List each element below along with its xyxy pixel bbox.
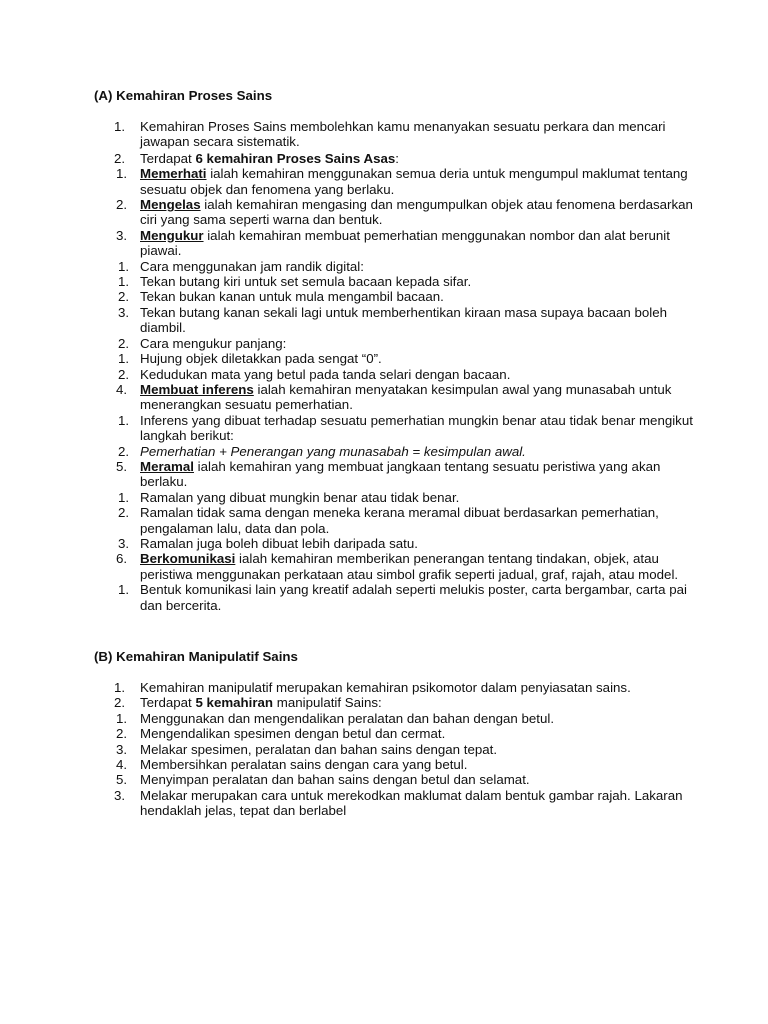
- step-list: [118, 351, 700, 382]
- skills-list: [116, 166, 700, 613]
- list-item: 4. Membersihkan peralatan sains dengan cara yang betul.: [116, 757, 468, 773]
- list-item: 2. Tekan bukan kanan untuk mula mengambil bacaan.: [118, 289, 444, 305]
- list-item: 1. Ramalan yang dibuat mungkin benar atau tidak benar.: [118, 489, 460, 505]
- list-item: 2. Cara mengukur panjang: 1. Hujung objek diletakkan pada sengat “0”. 2. Kedudukan mata yang betul pada tanda selari dengan bacaan.: [140, 336, 700, 382]
- skill-mengelas: 2. Mengelas ialah kemahiran mengasing dan mengumpulkan objek atau fenomena berdasarkan ciri yang sama seperti warna dan bentuk.: [116, 197, 693, 228]
- list-item: 3. Ramalan juga boleh dibuat lebih daripada satu.: [118, 535, 418, 551]
- list-item: 5. Menyimpan peralatan dan bahan sains dengan betul dan selamat.: [116, 772, 530, 788]
- list-item: 1. Cara menggunakan jam randik digital: 1. Tekan butang kiri untuk set semula bacaan kepada sifar. 2. Tekan bukan kanan untuk mula mengambil bacaan. 3. Tekan butang kanan sekali lagi untuk memberhentikan kiraan masa supaya bacaan boleh diambil.: [140, 259, 700, 336]
- list-item: 3. Tekan butang kanan sekali lagi untuk memberhentikan kiraan masa supaya bacaan boleh diambil.: [118, 304, 668, 336]
- list-item: 2. Pemerhatian + Penerangan yang munasabah = kesimpulan awal.: [118, 443, 526, 459]
- mengukur-sublist: [118, 258, 700, 382]
- skill-mengukur: 3. Mengukur ialah kemahiran membuat pemerhatian menggunakan nombor dan alat berunit piawai. 1. Cara menggunakan jam randik digital: 1. Tekan butang kiri untuk set semula bacaan kepada sifar. 2. Tekan bukan kanan untuk mula mengambil bacaan. 3. Tekan butang kanan sekali lagi untuk memberhentikan kiraan masa supaya bacaan boleh diambil. 2. Cara mengukur panjang: 1. Hujung objek diletakkan pada sengat “0”. 2. Kedudukan mata yang betul pada tanda selari dengan bacaan.: [140, 228, 700, 382]
- skill-memerhati: 1. Memerhati ialah kemahiran menggunakan semua deria untuk mengumpul maklumat tentang sesuatu objek dan fenomena yang berlaku.: [116, 166, 688, 197]
- meramal-sublist: [118, 489, 700, 552]
- list-item: 1. Menggunakan dan mengendalikan peralatan dan bahan dengan betul.: [116, 710, 555, 726]
- skill-meramal: 5. Meramal ialah kemahiran yang membuat jangkaan tentang sesuatu peristiwa yang akan berlaku. 1. Ramalan yang dibuat mungkin benar atau tidak benar. 2. Ramalan tidak sama dengan meneka kerana meramal dibuat berdasarkan pemerhatian, pengalaman lalu, data dan pola. 3. Ramalan juga boleh dibuat lebih daripada satu.: [140, 459, 700, 551]
- list-item: 2. Terdapat 5 kemahiran manipulatif Sains: 1. Menggunakan dan mengendalikan peralatan dan bahan dengan betul. 2. Mengendalikan spesimen dengan betul dan cermat. 3. Melakar spesimen, peralatan dan bahan sains dengan tepat. 4. Membersihkan peralatan sains dengan cara yang betul. 5. Menyimpan peralatan dan bahan sains dengan betul dan selamat.: [140, 695, 700, 787]
- section-a-heading: (A) Kemahiran Proses Sains: [94, 88, 273, 103]
- list-item: 1. Kemahiran Proses Sains membolehkan kamu menanyakan sesuatu perkara dan mencari jawapan secara sistematik.: [114, 119, 666, 150]
- section-b-heading: (B) Kemahiran Manipulatif Sains: [94, 649, 298, 664]
- list-item: 3. Melakar merupakan cara untuk merekodkan maklumat dalam bentuk gambar rajah. Lakaran hendaklah jelas, tepat dan berlabel: [114, 787, 683, 819]
- inferens-sublist: [118, 412, 700, 459]
- list-item: 1. Hujung objek diletakkan pada sengat “0”.: [118, 351, 382, 367]
- skill-berkomunikasi: 6. Berkomunikasi ialah kemahiran memberikan penerangan tentang tindakan, objek, atau peristiwa menggunakan perkataan atau simbol grafik seperti jadual, graf, rajah, atau model. 1. Bentuk komunikasi lain yang kreatif adalah seperti melukis poster, carta bergambar, carta pai dan bercerita.: [140, 551, 700, 613]
- list-item: 1. Kemahiran manipulatif merupakan kemahiran psikomotor dalam penyiasatan sains.: [114, 680, 631, 695]
- section-b-list: [114, 680, 700, 819]
- list-item: 2. Mengendalikan spesimen dengan betul dan cermat.: [116, 726, 446, 742]
- berkomunikasi-sublist: [118, 582, 700, 613]
- list-item: 2. Kedudukan mata yang betul pada tanda selari dengan bacaan.: [118, 366, 511, 382]
- list-item: 2. Terdapat 6 kemahiran Proses Sains Asas: 1. Memerhati ialah kemahiran menggunakan semua deria untuk mengumpul maklumat tentang sesuatu objek dan fenomena yang berlaku. 2. Mengelas ialah kemahiran mengasing dan mengumpulkan objek atau fenomena berdasarkan ciri yang sama seperti warna dan bentuk. 3. Mengukur ialah kemahiran membuat pemerhatian menggunakan nombor dan alat berunit piawai. 1. Cara menggunakan jam randik digital: 1. Tekan butang kiri untuk set semula bacaan kepada sifar. 2. Tekan bukan kanan untuk mula mengambil bacaan. 3. Tekan butang kanan sekali lagi untuk memberhentikan kiraan masa supaya bacaan boleh diambil. 2. Cara mengukur panjang: 1. Hujung objek diletakkan pada sengat “0”. 2. Kedudukan mata yang betul pada tanda selari dengan bacaan. 4. Membuat inferens ialah kemahiran menyatakan kesimpulan awal yang munasabah untuk menerangkan sesuatu pemerhatian. 1. Inferens yang dibuat terhadap sesuatu pemerhatian mungkin benar atau tidak benar mengikut langkah berikut: 2. Pemerhatian + Penerangan yang munasabah = kesimpulan awal. 5. Meramal ialah kemahiran yang membuat jangkaan tentang sesuatu peristiwa yang akan berlaku. 1. Ramalan yang dibuat mungkin benar atau tidak benar. 2. Ramalan tidak sama dengan meneka kerana meramal dibuat berdasarkan pemerhatian, pengalaman lalu, data dan pola. 3. Ramalan juga boleh dibuat lebih daripada satu. 6. Berkomunikasi ialah kemahiran memberikan penerangan tentang tindakan, objek, atau peristiwa menggunakan perkataan atau simbol grafik seperti jadual, graf, rajah, atau model. 1. Bentuk komunikasi lain yang kreatif adalah seperti melukis poster, carta bergambar, carta pai dan bercerita.: [140, 151, 700, 613]
- list-item: 1. Bentuk komunikasi lain yang kreatif adalah seperti melukis poster, carta bergambar, carta pai dan bercerita.: [118, 582, 687, 613]
- list-item: 2. Ramalan tidak sama dengan meneka kerana meramal dibuat berdasarkan pemerhatian, pengalaman lalu, data dan pola.: [118, 505, 659, 536]
- list-item: 1. Tekan butang kiri untuk set semula bacaan kepada sifar.: [118, 274, 472, 290]
- skill-membuat-inferens: 4. Membuat inferens ialah kemahiran menyatakan kesimpulan awal yang munasabah untuk menerangkan sesuatu pemerhatian. 1. Inferens yang dibuat terhadap sesuatu pemerhatian mungkin benar atau tidak benar mengikut langkah berikut: 2. Pemerhatian + Penerangan yang munasabah = kesimpulan awal.: [140, 382, 700, 459]
- section-a-list: [114, 119, 700, 613]
- manipulative-skills-list: [116, 710, 700, 788]
- step-list: [118, 274, 700, 336]
- list-item: 3. Melakar spesimen, peralatan dan bahan sains dengan tepat.: [116, 741, 498, 757]
- list-item: 1. Inferens yang dibuat terhadap sesuatu pemerhatian mungkin benar atau tidak benar mengikut langkah berikut:: [118, 412, 693, 444]
